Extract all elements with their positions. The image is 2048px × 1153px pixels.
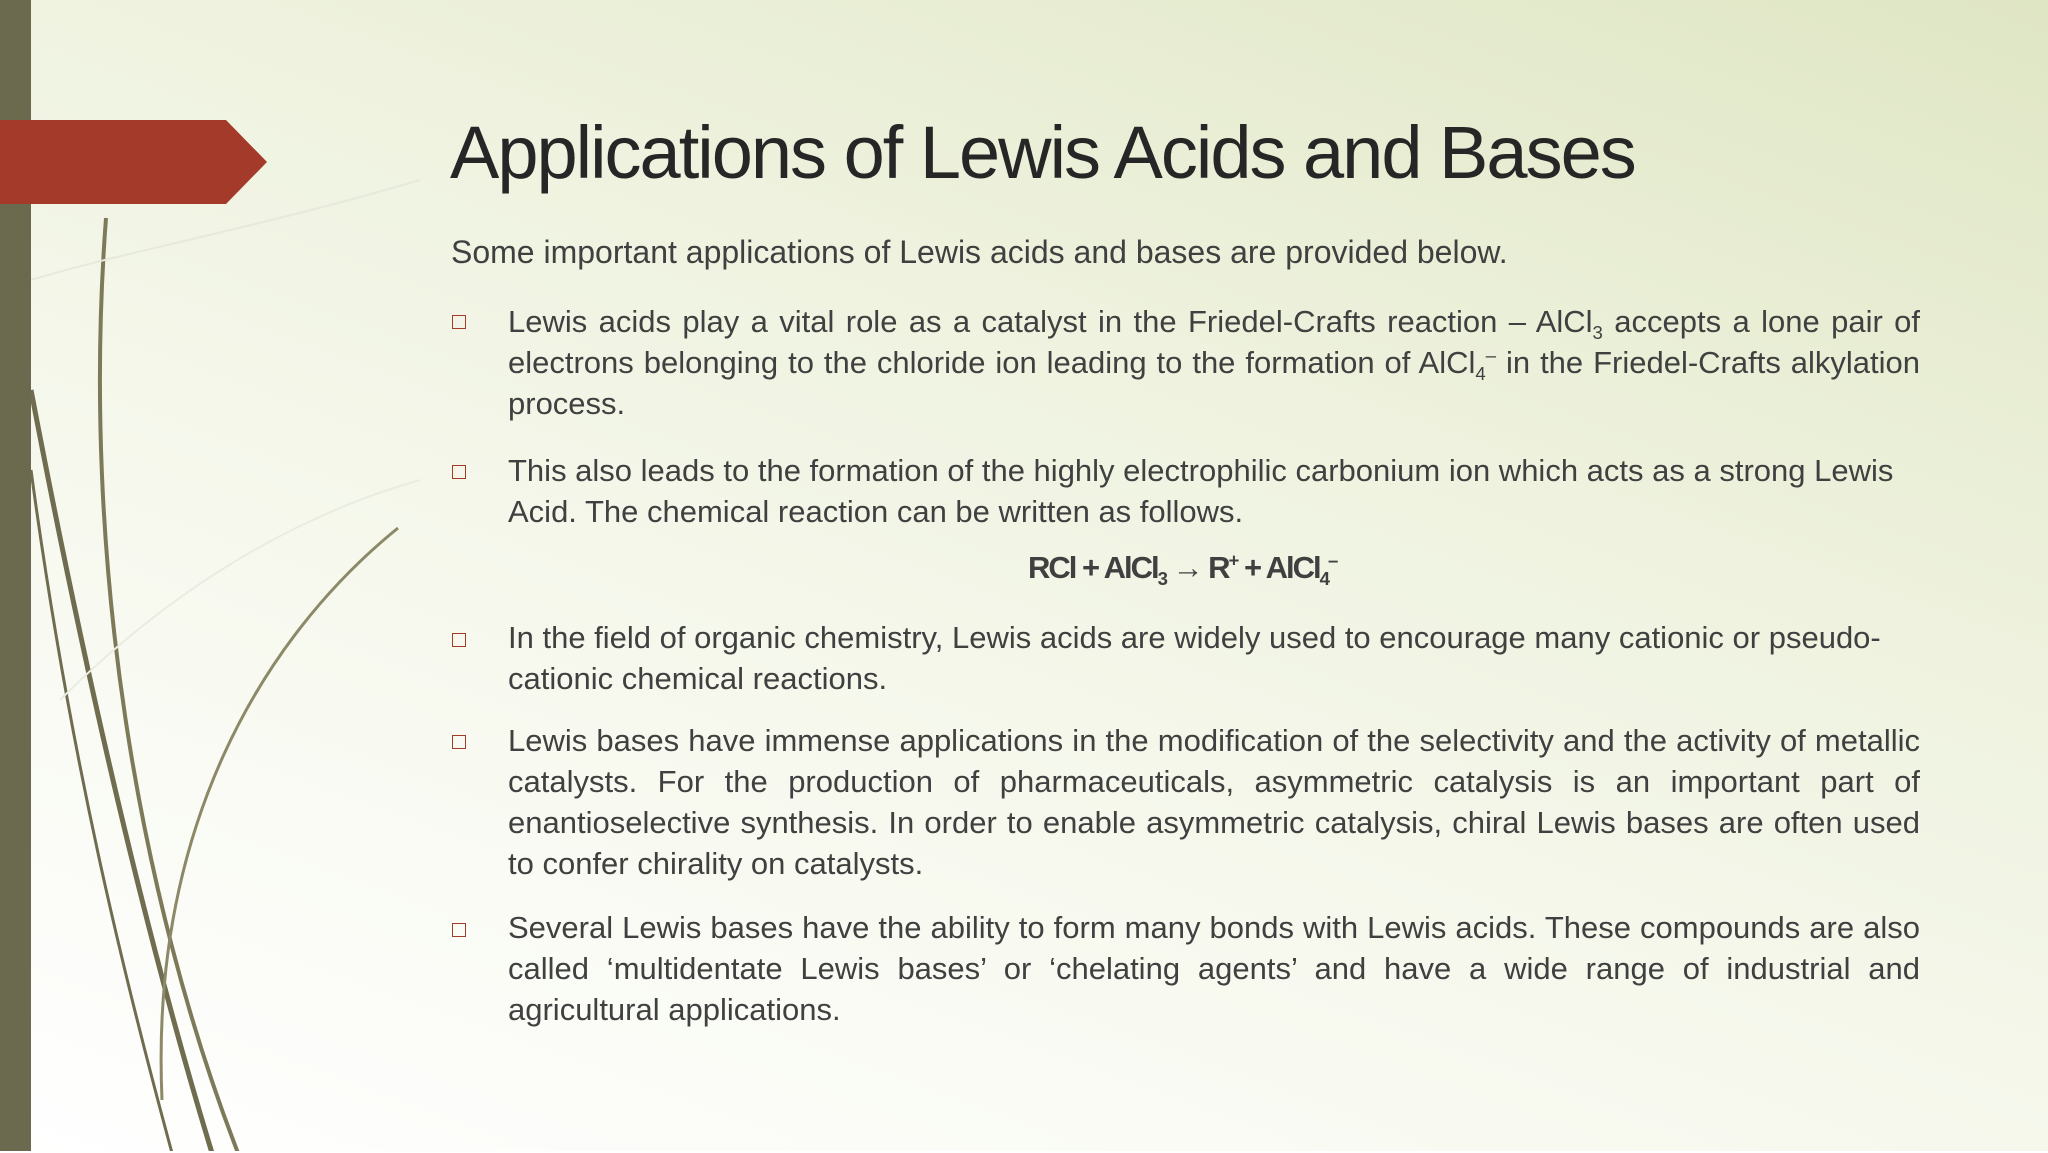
- bullet-text-4: Lewis bases have immense applications in the modification of the selectivity and the activity of metallic catalysts. For the production of pharmaceuticals, asymmetric catalysis is an important part of enantioselective synthesis. In order to enable asymmetric catalysis, chiral Lewis bases are often used to confer chirality on catalysts.: [508, 723, 1920, 881]
- bullet-text-3: In the field of organic chemistry, Lewis acids are widely used to encourage many cationic or pseudo-cationic chemical reactions.: [508, 620, 1881, 696]
- bullet-1-sub-b: 4: [1475, 363, 1486, 385]
- equation-sub-3: 4: [1319, 568, 1328, 590]
- bullet-marker-3: [452, 633, 466, 647]
- bullet-marker-5: [452, 923, 466, 937]
- equation-sup-3: –: [1327, 549, 1337, 571]
- bullet-1-sup-b: –: [1485, 344, 1497, 366]
- bullet-1-sub-a: 3: [1592, 322, 1603, 344]
- equation-part-1: RCl + AlCl: [1028, 550, 1158, 585]
- bullet-1-part-b: accepts a lone pair of electrons belonging to the chloride ion leading to the formation of AlCl: [508, 304, 1921, 380]
- curve-6: [60, 480, 420, 700]
- bullet-marker-1: [452, 315, 466, 329]
- slide-title: Applications of Lewis Acids and Bases: [450, 111, 1635, 194]
- equation-sub-1: 3: [1157, 568, 1166, 590]
- bullet-1-part-a: Lewis acids play a vital role as a catalyst in the Friedel-Crafts reaction – AlCl: [508, 304, 1593, 339]
- bullet-marker-2: [452, 465, 466, 479]
- curve-4: [161, 528, 398, 1100]
- bullet-marker-4: [452, 735, 466, 749]
- equation-sup-2: +: [1228, 549, 1238, 571]
- equation-part-2: R: [1208, 550, 1229, 585]
- intro-text: Some important applications of Lewis acids and bases are provided below.: [451, 234, 1508, 270]
- bullet-text-5: Several Lewis bases have the ability to form many bonds with Lewis acids. These compounds are also called ‘multidentate Lewis bases’ or ‘chelating agents’ and have a wide range of industrial and agricultural applications.: [508, 910, 1920, 1027]
- title-arrow-shape: [0, 0, 270, 210]
- curve-2: [31, 390, 212, 1153]
- curve-1: [100, 218, 238, 1153]
- bullet-text-2: This also leads to the formation of the highly electrophilic carbonium ion which acts as a strong Lewis Acid. The chemical reaction can be written as follows.: [508, 453, 1894, 529]
- chemical-equation: [1028, 549, 1337, 590]
- curve-3: [31, 470, 172, 1153]
- bullet-1-part-c: in the Friedel-Crafts alkylation process.: [508, 345, 1920, 421]
- reaction-arrow: →: [1165, 550, 1209, 585]
- bullet-text-1: [508, 301, 1920, 424]
- equation-part-3: + AlCl: [1237, 550, 1320, 585]
